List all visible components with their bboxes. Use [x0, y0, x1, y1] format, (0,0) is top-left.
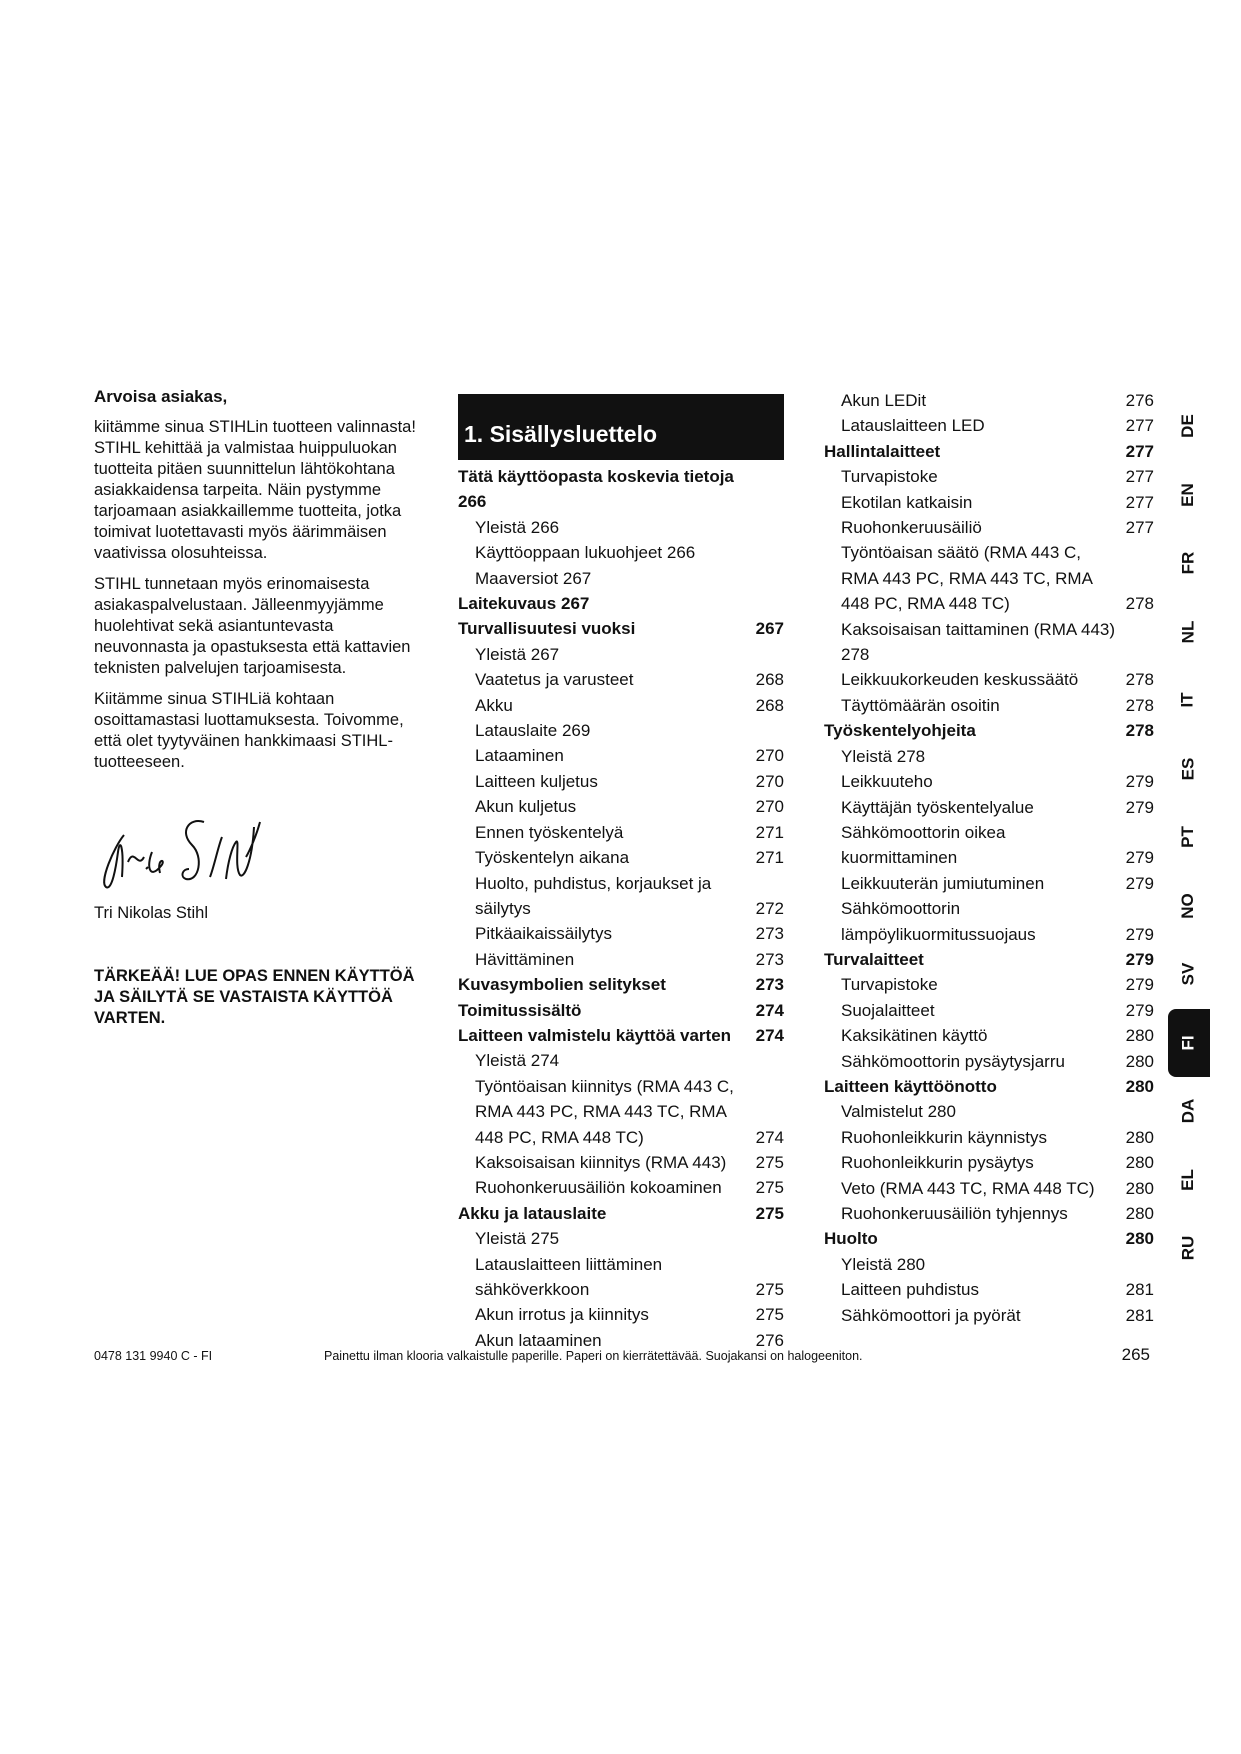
welcome-letter — [94, 386, 424, 1029]
toc-section-entry[interactable] — [458, 972, 784, 997]
document-code: 0478 131 9940 C - FI — [94, 1349, 213, 1363]
toc-heading: 1. Sisällysluettelo — [458, 394, 784, 460]
toc-entry-page: 279 — [1125, 1000, 1154, 1020]
toc-subsection-entry[interactable] — [458, 1252, 784, 1303]
toc-entry-page: 277 — [1125, 467, 1154, 487]
toc-list — [824, 388, 1154, 1328]
toc-subsection-entry[interactable] — [458, 820, 784, 845]
toc-entry-page: 278 — [1125, 721, 1154, 741]
toc-entry-title: Turvapistoke — [841, 467, 938, 487]
letter-greeting: Arvoisa asiakas, — [94, 387, 228, 406]
toc-section-entry[interactable] — [458, 1201, 784, 1226]
toc-entry-page: 277 — [1125, 492, 1154, 512]
toc-entry-title: Kaksoisaisan taittaminen (RMA 443) 278 — [841, 619, 1116, 665]
toc-entry-title: Akun kuljetus — [475, 797, 577, 817]
toc-entry-page: 281 — [1125, 1305, 1154, 1325]
toc-subsection-entry[interactable] — [824, 388, 1154, 413]
toc-subsection-entry[interactable] — [824, 820, 1154, 871]
paper-note: Painettu ilman klooria valkaistulle paperille. Paperi on kierrätettävää. Suojakansi on halogeeniton. — [324, 1349, 863, 1363]
toc-subsection-entry[interactable] — [458, 515, 784, 540]
toc-entry-title: Hallintalaitteet — [824, 441, 941, 461]
toc-subsection-entry[interactable] — [824, 515, 1154, 540]
toc-entry-title: Yleistä 274 — [475, 1051, 560, 1071]
language-tab-label: FR — [1177, 551, 1197, 575]
language-tab-label: DE — [1178, 414, 1197, 439]
toc-entry-title: Turvapistoke — [841, 975, 938, 995]
toc-entry-title: Käyttöoppaan lukuohjeet 266 — [475, 543, 696, 563]
toc-entry-title: Huolto — [824, 1229, 878, 1249]
language-tab-label: IT — [1177, 692, 1197, 708]
signature-image — [94, 807, 424, 897]
toc-entry-title: Ennen työskentelyä — [475, 822, 624, 842]
toc-entry-title: Suojalaitteet — [841, 1000, 935, 1020]
language-tab-label: EN — [1178, 482, 1197, 507]
toc-subsection-entry[interactable] — [824, 744, 1154, 769]
toc-subsection-entry[interactable] — [824, 1125, 1154, 1150]
toc-entry-page: 268 — [755, 670, 784, 690]
toc-entry-page: 280 — [1125, 1127, 1154, 1147]
toc-subsection-entry[interactable] — [458, 794, 784, 819]
toc-entry-title: Yleistä 275 — [475, 1229, 560, 1249]
language-tab-label: FI — [1178, 1035, 1198, 1051]
toc-entry-page: 279 — [1125, 924, 1154, 944]
toc-entry-title: Kaksoisaisan kiinnitys (RMA 443) — [475, 1152, 727, 1172]
toc-subsection-entry[interactable] — [458, 693, 784, 718]
toc-subsection-entry[interactable] — [458, 1150, 784, 1175]
toc-subsection-entry[interactable] — [458, 1074, 784, 1150]
toc-entry-page: 277 — [1125, 518, 1154, 538]
toc-entry-title: Maaversiot 267 — [475, 568, 592, 588]
toc-entry-title: Latauslaite 269 — [475, 721, 591, 741]
language-tab-label: NO — [1178, 893, 1197, 919]
toc-entry-title: Akku ja latauslaite — [458, 1203, 607, 1223]
toc-subsection-entry[interactable] — [824, 1049, 1154, 1074]
toc-subsection-entry[interactable] — [824, 1099, 1154, 1124]
toc-entry-title: Turvalaitteet — [824, 949, 924, 969]
toc-section-entry[interactable] — [824, 1074, 1154, 1099]
toc-entry-page: 280 — [1125, 1178, 1154, 1198]
toc-entry-page: 274 — [755, 1025, 784, 1045]
toc-entry-title: Sähkömoottorin pysäytysjarru — [841, 1051, 1065, 1071]
toc-entry-title: Työntöaisan säätö (RMA 443 C, RMA 443 PC, RMA 443 TC, RMA 448 PC, RMA 448 TC) — [841, 543, 1092, 614]
toc-entry-title: Ekotilan katkaisin — [841, 492, 973, 512]
toc-entry-page: 273 — [755, 975, 784, 995]
language-tab-label: EL — [1177, 1168, 1197, 1191]
toc-subsection-entry[interactable] — [824, 871, 1154, 896]
language-tab-pt[interactable] — [1168, 803, 1208, 872]
toc-subsection-entry[interactable] — [458, 921, 784, 946]
page-number: 265 — [1121, 1345, 1150, 1364]
toc-entry-title: Työskentelyn aikana — [475, 848, 630, 868]
toc-subsection-entry[interactable] — [458, 540, 784, 565]
page-footer — [94, 1345, 1150, 1369]
toc-entry-title: Sähkömoottorin lämpöylikuormitussuojaus — [841, 899, 1036, 944]
toc-entry-title: Laitteen kuljetus — [475, 771, 598, 791]
toc-entry-title: Ruohonkeruusäiliö — [841, 518, 982, 538]
signer-name: Tri Nikolas Stihl — [94, 904, 208, 922]
language-tab-el[interactable] — [1168, 1146, 1208, 1215]
toc-entry-title: Leikkuuterän jumiutuminen — [841, 873, 1045, 893]
toc-entry-title: Laitteen puhdistus — [841, 1280, 979, 1300]
language-tabs — [1168, 392, 1208, 1283]
toc-entry-title: Latauslaitteen liittäminen sähköverkkoon — [475, 1254, 663, 1299]
toc-entry-title: Valmistelut 280 — [841, 1102, 956, 1122]
language-tab-de[interactable] — [1168, 392, 1208, 461]
important-notice: TÄRKEÄÄ! LUE OPAS ENNEN KÄYTTÖÄ JA SÄILYTÄ SE VASTAISTA KÄYTTÖÄ VARTEN. — [94, 967, 415, 1027]
toc-subsection-entry[interactable] — [824, 1303, 1154, 1328]
toc-section-entry[interactable] — [824, 1226, 1154, 1251]
toc-section-entry[interactable] — [824, 947, 1154, 972]
toc-column-2 — [824, 388, 1154, 1328]
toc-entry-title: Ruohonkeruusäiliön kokoaminen — [475, 1178, 722, 1198]
toc-section-entry[interactable] — [458, 616, 784, 641]
toc-subsection-entry[interactable] — [458, 642, 784, 667]
toc-entry-page: 270 — [755, 746, 784, 766]
toc-entry-page: 280 — [1125, 1204, 1154, 1223]
toc-entry-page: 267 — [755, 619, 784, 639]
language-tab-label: RU — [1178, 1235, 1197, 1261]
toc-subsection-entry[interactable] — [824, 464, 1154, 489]
toc-entry-title: Akun LEDit — [841, 391, 927, 410]
toc-entry-page: 275 — [755, 1178, 784, 1198]
toc-entry-title: Leikkuuteho — [841, 772, 933, 792]
toc-entry-title: Yleistä 278 — [841, 746, 926, 766]
toc-entry-page: 278 — [1125, 594, 1154, 614]
toc-entry-page: 279 — [1125, 949, 1154, 969]
toc-entry-title: Ruohonkeruusäiliön tyhjennys — [841, 1204, 1068, 1223]
toc-list — [458, 464, 784, 1353]
toc-subsection-entry[interactable] — [824, 617, 1154, 668]
toc-entry-page: 271 — [755, 848, 784, 868]
toc-entry-page: 278 — [1125, 670, 1154, 690]
toc-subsection-entry[interactable] — [458, 667, 784, 692]
toc-entry-title: Ruohonleikkurin käynnistys — [841, 1127, 1047, 1147]
toc-subsection-entry[interactable] — [824, 1023, 1154, 1048]
toc-entry-title: Akun irrotus ja kiinnitys — [475, 1305, 649, 1325]
toc-subsection-entry[interactable] — [458, 1226, 784, 1251]
language-tab-da[interactable] — [1168, 1077, 1208, 1146]
language-tab-ru[interactable] — [1168, 1214, 1208, 1283]
toc-subsection-entry[interactable] — [458, 947, 784, 972]
toc-subsection-entry[interactable] — [458, 871, 784, 922]
toc-entry-title: Hävittäminen — [475, 949, 575, 969]
toc-entry-title: Leikkuukorkeuden keskussäätö — [841, 670, 1079, 690]
toc-section-entry[interactable] — [458, 464, 784, 515]
toc-subsection-entry[interactable] — [458, 743, 784, 768]
toc-entry-page: 272 — [755, 898, 784, 918]
letter-paragraph: Kiitämme sinua STIHLiä kohtaan osoittamastasi luottamuksesta. Toivomme, että olet tyytyväinen hankkimaasi STIHL-tuotteeseen. — [94, 690, 404, 771]
toc-subsection-entry[interactable] — [458, 1302, 784, 1327]
toc-entry-title: Yleistä 266 — [475, 517, 560, 537]
language-tab-it[interactable] — [1168, 666, 1208, 735]
toc-entry-page: 281 — [1125, 1280, 1154, 1300]
toc-entry-page: 279 — [1125, 848, 1154, 868]
toc-subsection-entry[interactable] — [824, 769, 1154, 794]
toc-section-entry[interactable] — [824, 718, 1154, 743]
toc-entry-page: 279 — [1125, 975, 1154, 995]
language-tab-label: DA — [1178, 1098, 1197, 1124]
toc-section-entry[interactable] — [458, 998, 784, 1023]
toc-entry-page: 280 — [1125, 1051, 1154, 1071]
toc-entry-page: 279 — [1125, 797, 1154, 817]
toc-entry-title: Työntöaisan kiinnitys (RMA 443 C, RMA 443 PC, RMA 443 TC, RMA 448 PC, RMA 448 TC) — [475, 1076, 734, 1147]
language-tab-sv[interactable] — [1168, 940, 1208, 1009]
toc-entry-title: Yleistä 267 — [475, 644, 560, 664]
toc-entry-title: Laitteen valmistelu käyttöä varten — [458, 1025, 732, 1045]
toc-subsection-entry[interactable] — [824, 1252, 1154, 1277]
toc-entry-title: Sähkömoottori ja pyörät — [841, 1305, 1021, 1325]
toc-section-entry[interactable] — [458, 591, 784, 616]
toc-subsection-entry[interactable] — [824, 896, 1154, 947]
toc-entry-title: Akun lataaminen — [475, 1330, 602, 1350]
toc-entry-page: 268 — [755, 695, 784, 715]
toc-section-entry[interactable] — [824, 439, 1154, 464]
toc-subsection-entry[interactable] — [458, 769, 784, 794]
toc-entry-title: Täyttömäärän osoitin — [841, 695, 1000, 715]
toc-subsection-entry[interactable] — [824, 667, 1154, 692]
toc-subsection-entry[interactable] — [824, 540, 1154, 616]
language-tab-en[interactable] — [1168, 461, 1208, 530]
toc-entry-title: Työskentelyohjeita — [824, 721, 976, 741]
toc-entry-page: 276 — [1125, 391, 1154, 410]
toc-entry-page: 274 — [755, 1127, 784, 1147]
toc-entry-title: Akku — [475, 695, 513, 715]
toc-entry-title: Pitkäaikaissäilytys — [475, 924, 612, 944]
toc-entry-page: 280 — [1125, 1076, 1154, 1096]
toc-entry-page: 275 — [755, 1280, 784, 1299]
toc-entry-page: 280 — [1125, 1026, 1154, 1046]
toc-entry-title: Toimitussisältö — [458, 1000, 582, 1020]
letter-paragraph: kiitämme sinua STIHLin tuotteen valinnasta! STIHL kehittää ja valmistaa huippuluokan tuotteita pitäen suunnittelun lähtökohtana asiakkaidensa tarpeita. Näin pystymme tarjoamaan asiakkaillemme tuotteita, jotka toimivat luotettavasti myös äärimmäisen vaativissa olosuhteissa. — [94, 418, 416, 562]
toc-subsection-entry[interactable] — [458, 718, 784, 743]
letter-paragraph: STIHL tunnetaan myös erinomaisesta asiakaspalvelustaan. Jälleenmyyjämme huolehtivat sekä asiantuntevasta neuvonnasta ja opastuksesta että kattavien teknisten palvelujen tarjoamisesta. — [94, 575, 411, 677]
toc-entry-page: 275 — [755, 1305, 784, 1325]
toc-entry-page: 274 — [755, 1000, 784, 1020]
language-tab-label: PT — [1177, 826, 1197, 849]
toc-entry-page: 271 — [755, 822, 784, 842]
toc-entry-title: Sähkömoottorin oikea kuormittaminen — [841, 822, 1006, 868]
toc-entry-page: 270 — [755, 797, 784, 817]
toc-column-1 — [458, 390, 784, 1353]
toc-entry-title: Yleistä 280 — [841, 1254, 926, 1274]
toc-entry-page: 273 — [755, 924, 784, 944]
toc-entry-page: 273 — [755, 949, 784, 969]
toc-entry-title: Lataaminen — [475, 746, 564, 766]
toc-entry-page: 280 — [1125, 1229, 1154, 1249]
toc-entry-title: Latauslaitteen LED — [841, 416, 985, 436]
toc-subsection-entry[interactable] — [458, 566, 784, 591]
toc-subsection-entry[interactable] — [458, 845, 784, 870]
toc-subsection-entry[interactable] — [824, 1201, 1154, 1226]
toc-subsection-entry[interactable] — [824, 1150, 1154, 1175]
language-tab-fr[interactable] — [1168, 529, 1208, 598]
toc-entry-title: Huolto, puhdistus, korjaukset ja säilytys — [475, 873, 712, 918]
language-tab-label: SV — [1178, 962, 1197, 986]
toc-entry-title: Ruohonleikkurin pysäytys — [841, 1153, 1034, 1173]
toc-entry-page: 279 — [1125, 873, 1154, 893]
toc-subsection-entry[interactable] — [824, 1176, 1154, 1201]
language-tab-fi[interactable] — [1168, 1009, 1210, 1078]
toc-entry-title: Veto (RMA 443 TC, RMA 448 TC) — [841, 1178, 1095, 1198]
toc-entry-title: Käyttäjän työskentelyalue — [841, 797, 1034, 817]
toc-entry-page: 278 — [1125, 695, 1154, 715]
toc-entry-title: Kuvasymbolien selitykset — [458, 975, 666, 995]
toc-entry-page: 277 — [1125, 416, 1154, 436]
language-tab-label: NL — [1177, 620, 1197, 644]
toc-entry-title: Vaatetus ja varusteet — [475, 670, 634, 690]
toc-entry-title: Laitekuvaus 267 — [458, 594, 590, 614]
toc-section-entry[interactable] — [458, 1023, 784, 1048]
toc-subsection-entry[interactable] — [824, 693, 1154, 718]
toc-entry-title: Turvallisuutesi vuoksi — [458, 619, 636, 639]
toc-subsection-entry[interactable] — [458, 1175, 784, 1200]
language-tab-label: ES — [1178, 757, 1197, 781]
toc-entry-title: Kaksikätinen käyttö — [841, 1026, 988, 1046]
toc-entry-title: Tätä käyttöopasta koskevia tietoja 266 — [458, 467, 734, 512]
language-tab-es[interactable] — [1168, 735, 1208, 804]
toc-entry-page: 275 — [755, 1203, 784, 1223]
toc-subsection-entry[interactable] — [824, 490, 1154, 515]
toc-entry-page: 275 — [755, 1152, 784, 1172]
toc-subsection-entry[interactable] — [824, 1277, 1154, 1302]
toc-entry-page: 280 — [1125, 1153, 1154, 1173]
toc-entry-page: 277 — [1125, 441, 1154, 461]
toc-subsection-entry[interactable] — [824, 972, 1154, 997]
language-tab-nl[interactable] — [1168, 598, 1208, 667]
toc-entry-page: 279 — [1125, 772, 1154, 792]
toc-subsection-entry[interactable] — [824, 413, 1154, 438]
toc-entry-title: Laitteen käyttöönotto — [824, 1076, 997, 1096]
toc-subsection-entry[interactable] — [824, 795, 1154, 820]
language-tab-no[interactable] — [1168, 872, 1208, 941]
toc-entry-page: 270 — [755, 771, 784, 791]
toc-subsection-entry[interactable] — [458, 1048, 784, 1073]
toc-entry-page: 276 — [755, 1330, 784, 1350]
toc-subsection-entry[interactable] — [824, 998, 1154, 1023]
